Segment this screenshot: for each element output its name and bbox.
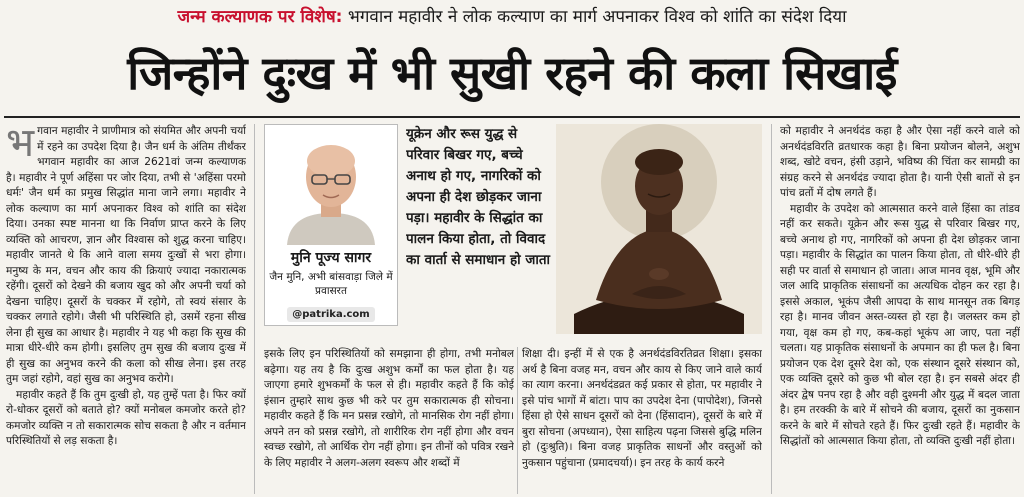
pull-quote: यूक्रेन और रूस युद्ध से परिवार बिखर गए, बच्चे अनाथ हो गए, नागरिकों को अपना ही देश छोड़कर जाना पड़ा। महावीर के सिद्धांत का पालन किया होता, तो विवाद का वार्ता से समाधान हो जाता bbox=[406, 126, 551, 268]
article-column-3 bbox=[522, 347, 762, 495]
kicker-label: जन्म कल्याणक पर विशेष: bbox=[177, 7, 343, 27]
paragraph: महावीर कहते हैं कि तुम दुःखी हो, यह तुम्हें पता है। फिर क्यों रो-धोकर दूसरों को बताते हो? क्यों मनोबल कमजोर करते हो? कमजोर व्यक्ति न तो सकारात्मक सोच सकता है और न वर्तमान परिस्थितियों से लड़ सकता है। bbox=[6, 388, 246, 447]
drop-cap: भ bbox=[6, 124, 35, 166]
column-divider bbox=[254, 124, 255, 494]
paragraph: इसके लिए इन परिस्थितियों को समझाना ही होगा, तभी मनोबल बढ़ेगा। यह तय है कि दुःख अशुभ कर्मों का फल होता है। यह जाएगा हमारे शुभकर्मों के फल से ही। महावीर कहते हैं कि कोई इंसान तुम्हारे साथ कुछ भी करे पर तुम सकारात्मक ही सोचना। महावीर कहते हैं कि मन प्रसन्न रखोगे, तो मानसिक रोग नहीं होगा। अपने तन को प्रसन्न रखोगे, तो शारीरिक रोग नहीं होगा और वचन स्वच्छ रखोगे, तो आर्थिक रोग नहीं होगा। इन तीनों को पवित्र रखने के लिए महावीर ने अलग-अलग स्वरूप और शब्दों में bbox=[264, 348, 514, 469]
author-portrait bbox=[279, 133, 383, 245]
paragraph: महावीर के उपदेश को आत्मसात करने वाले हिंसा का तांडव नहीं कर सकते। यूक्रेन और रूस युद्ध से परिवार बिखर गए, बच्चे अनाथ हो गए, नागरिकों को अपना ही देश छोड़कर जाना पड़ा। महावीर के सिद्धांत का पालन किया होता, तो धीरे-धीरे ही सही पर वार्ता से समाधान हो जाता। आज मानव वृक्ष, भूमि और जल आदि प्राकृतिक संसाधनों का अत्यधिक दोहन कर रहा है। इससे अकाल, भूकंप जैसी आपदा के साथ मानसून तक बिगड़ रहा है। मानव जीवन अस्त-व्यस्त हो रहा है। जलस्तर कम हो गया, वृक्ष कम हो गए, कब-कहां भूकंप आ जाए, पता नहीं चलता। यह प्राकृतिक संसाधनों के अपमान का ही फल है। बिना प्रयोजन एक देश दूसरे देश को, एक संस्थान दूसरे संस्थान को, एक व्यक्ति दूसरे को कुछ भी बोल रहा है। इन सबसे अंदर ही अंदर द्वेष पनप रहा है और वही दुश्मनी और युद्ध में बदल जाता है। हम तरक्की के बारे में सोचने की बजाय, दूसरों का नुकसान करने के बारे में सोचते रहते हैं। फिर दुःखी रहते हैं। महावीर के सिद्धांतों को आत्मसात किया होता, तो व्यक्ति दुःखी नहीं होता। bbox=[780, 202, 1020, 447]
author-card bbox=[264, 124, 398, 326]
kicker bbox=[0, 4, 1024, 30]
headline: जिन्होंने दुःख में भी सुखी रहने की कला सिखाई bbox=[127, 46, 897, 100]
author-name: मुनि पूज्य सागर bbox=[290, 250, 372, 266]
article-column-4 bbox=[780, 124, 1020, 494]
paragraph: गवान महावीर ने प्राणीमात्र को संयमित और अपनी चर्या में रहने का उपदेश दिया है। जैन धर्म के अंतिम तीर्थंकर भगवान महावीर का आज 2621वां जन्म कल्याणक है। महावीर ने पूर्ण अहिंसा पर जोर दिया, तभी से 'अहिंसा परमो धर्मः' जैन धर्म का प्रमुख सिद्धांत माना जाने लगा। महावीर ने लोक कल्याण का मार्ग अपनाकर विश्व को शांति का संदेश दिया। उनका स्पष्ट मानना था कि निर्वाण प्राप्त करने के लिए व्यक्ति को आचरण, ज्ञान और विश्वास को शुद्ध करना चाहिए। महावीर जानते थे कि आने वाला समय दुःखों से भरा होगा। मनुष्य के मन, वचन और काय की क्रियाएं ज्यादा नकारात्मक रहेंगी। दूसरों को देखने की बजाय खुद को और अपनी चर्या को देखना चाहिए। दूसरों के चक्कर में रहोगे, तो स्वयं संसार के चक्कर लगाते रहोगे। जैसी भी परिस्थिति हो, उसमें रहना सीख लेना ही सुख का आधार है। महावीर ने यह भी कहा कि सुख की मात्रा धीरे-धीरे कम होगी। इसलिए तुम सुख की बजाय दुःख में ही सुख का अनुभव करने की कला को सीख लेना। इस तरह तुम जहां रहोगे, वहां सुख का अनुभव करोगे। bbox=[6, 125, 246, 385]
column-divider bbox=[771, 124, 772, 494]
article-column-2 bbox=[264, 347, 514, 495]
column-divider bbox=[517, 347, 518, 494]
source-tag: @patrika.com bbox=[287, 307, 375, 322]
paragraph: को महावीर ने अनर्थदंड कहा है और ऐसा नहीं करने वाले को अनर्थदंडविरति व्रतधारक कहा है। बिना प्रयोजन बोलने, अशुभ शब्द, खोटे वचन, हंसी उड़ाने, भविष्य की चिंता कर सामग्री का संग्रह करने से अनर्थदंड ज्यादा होता है। यानी ऐसी बातों से इन पांच व्रतों में दोष लगते हैं। bbox=[780, 125, 1020, 199]
author-role: जैन मुनि, अभी बांसवाड़ा जिले में प्रवासरत bbox=[269, 271, 393, 297]
article-column-1 bbox=[6, 124, 246, 494]
headline-rule bbox=[4, 116, 1020, 118]
mahavira-statue-image bbox=[556, 124, 762, 334]
kicker-text: भगवान महावीर ने लोक कल्याण का मार्ग अपनाकर विश्व को शांति का संदेश दिया bbox=[347, 7, 847, 27]
paragraph: शिक्षा दी। इन्हीं में से एक है अनर्थदंडविरतिव्रत शिक्षा। इसका अर्थ है बिना वजह मन, वचन और काय से किए जाने वाले कार्य का त्याग करना। अनर्थदंडव्रत कई प्रकार से होता, पर महावीर ने इसे पांच भागों में बांटा। पाप का उपदेश देना (पापोदेश), जिनसे हिंसा हो ऐसे साधन दूसरों को देना (हिंसादान), दूसरों के बारे में बुरा सोचना (अपध्यान), ऐसा साहित्य पढ़ना जिससे बुद्धि मलिन हो (दुःश्रुति)। बिना वजह प्राकृतिक साधनों और वस्तुओं को नुकसान पहुंचाना (प्रमादचर्या)। इन तरह के कार्य करने bbox=[522, 348, 762, 469]
